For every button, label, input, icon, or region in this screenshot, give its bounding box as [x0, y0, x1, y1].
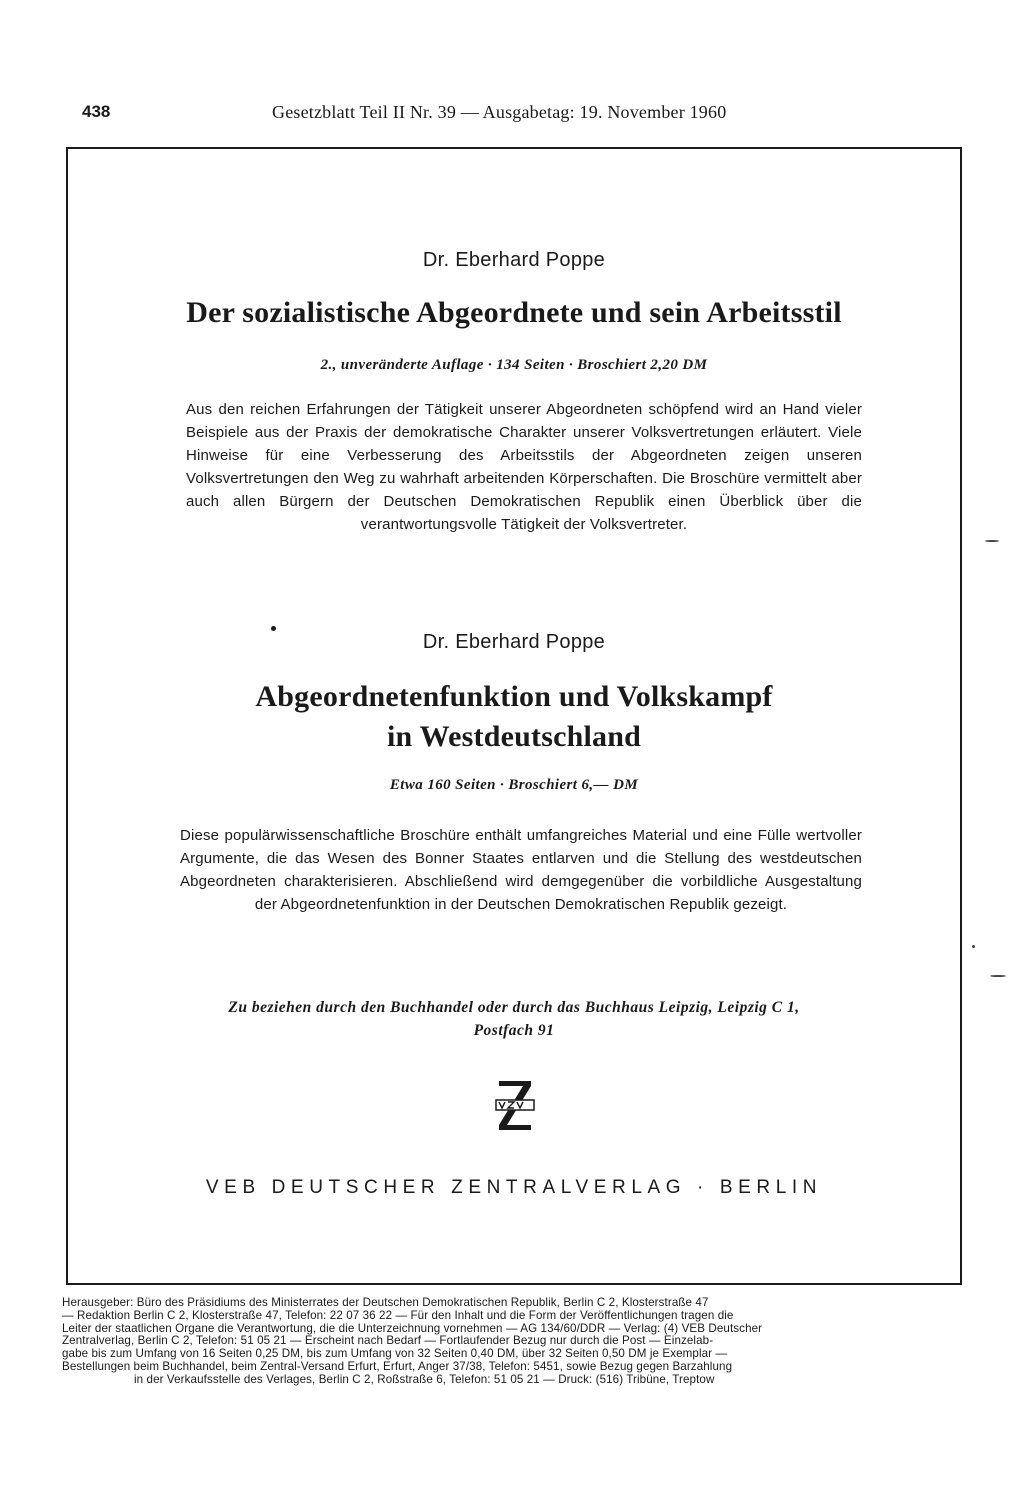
book-1-author: Dr. Eberhard Poppe	[422, 249, 606, 271]
imprint-line: Zentralverlag, Berlin C 2, Telefon: 51 05 21 — Erscheint nach Bedarf — Fortlaufender Bezug nur durch die Post — Einzelab-	[62, 1335, 714, 1348]
page-number: 438	[82, 102, 111, 121]
imprint-line: gabe bis zum Umfang von 16 Seiten 0,25 DM, bis zum Umfang von 32 Seiten 0,40 DM, über 32 Seiten 0,50 DM je Exemplar —	[62, 1348, 728, 1361]
book-1-title: Der sozialistische Abgeordnete und sein Arbeitsstil	[186, 296, 842, 329]
book-1-meta: 2., unveränderte Auflage · 134 Seiten · Broschiert 2,20 DM	[320, 357, 708, 373]
imprint-line: Herausgeber: Büro des Präsidiums des Ministerrates der Deutschen Demokratischen Republik, Berlin C 2, Klosterstraße 47	[62, 1297, 709, 1309]
zentralverlag-logo-icon	[493, 1077, 537, 1133]
scan-speck	[990, 975, 1006, 977]
imprint-line: Leiter der staatlichen Organe die Verantwortung, die die Unterzeichnung vornehmen — AG 134/60/DDR — Verlag: (4) VEB Deutscher	[62, 1322, 763, 1335]
scan-speck	[972, 945, 975, 948]
imprint-line: in der Verkaufsstelle des Verlages, Berlin C 2, Roßstraße 6, Telefon: 51 05 21 — Druck: (516) Tribüne, Treptow	[134, 1373, 715, 1386]
book-2-meta: Etwa 160 Seiten · Broschiert 6,— DM	[389, 777, 639, 793]
imprint-line: — Redaktion Berlin C 2, Klosterstraße 47, Telefon: 22 07 36 22 — Für den Inhalt und die Form der Veröffentlichungen tragen die	[62, 1309, 734, 1322]
running-title: Gesetzblatt Teil II Nr. 39 — Ausgabetag: 19. November 1960	[272, 102, 727, 122]
order-info-line-2: Postfach 91	[473, 1022, 555, 1039]
book-2-description: Diese populärwissenschaftliche Broschüre enthält umfangreiches Material und eine Fülle wertvoller Argumente, die das Wesen des Bonner Staates entlarven und die Stellung des westdeutschen Abgeordneten charakterisieren. Abschließend wird demgegenüber die vorbildliche Ausgestaltung der Abgeordnetenfunktion in der Deutschen Demokratischen Republik gezeigt.	[180, 827, 862, 913]
order-info-line-1: Zu beziehen durch den Buchhandel oder durch das Buchhaus Leipzig, Leipzig C 1,	[228, 999, 800, 1016]
publisher-name: VEB DEUTSCHER ZENTRALVERLAG · BERLIN	[205, 1177, 823, 1198]
book-2-author: Dr. Eberhard Poppe	[422, 631, 606, 653]
book-2-title-line-2: in Westdeutschland	[387, 720, 641, 753]
imprint-block	[62, 1297, 952, 1387]
book-2-title-line-1: Abgeordnetenfunktion und Volkskampf	[255, 680, 773, 713]
scan-speck	[985, 540, 999, 542]
advertisement-frame	[66, 147, 962, 1285]
book-1-description: Aus den reichen Erfahrungen der Tätigkeit unserer Abgeordneten schöpfend wird an Hand vieler Beispiele aus der Praxis der demokratische Charakter unserer Volksvertretungen erläutert. Viele Hinweise für eine Verbesserung des Arbeitsstils der Abgeordneten zeigen unseren Volksvertretungen den Weg zu wahrhaft arbeitenden Körperschaften. Die Broschüre vermittelt aber auch allen Bürgern der Deutschen Demokratischen Republik einen Überblick über die verantwortungsvolle Tätigkeit der Volksvertreter.	[186, 401, 862, 533]
page-header	[82, 102, 792, 132]
imprint-line: Bestellungen beim Buchhandel, beim Zentral-Versand Erfurt, Erfurt, Anger 37/38, Telefon: 5451, sowie Bezug gegen Barzahlung	[62, 1360, 733, 1373]
